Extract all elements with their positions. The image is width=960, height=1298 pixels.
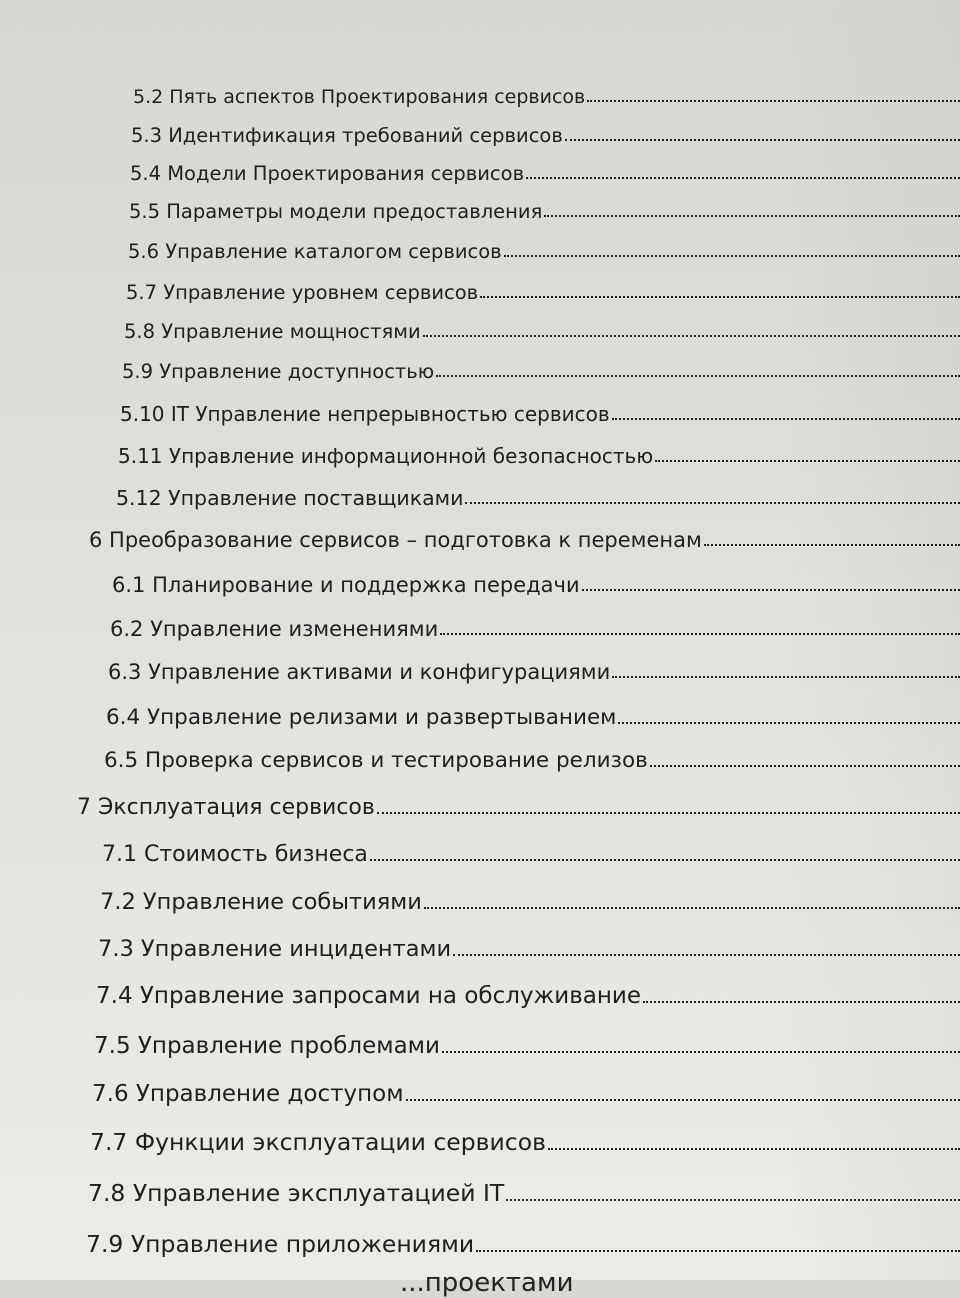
toc-entry-label: 5.10 IT Управление непрерывностью сервисов: [120, 402, 610, 426]
leader-dots: [643, 1000, 960, 1003]
leader-dots: [565, 138, 960, 141]
toc-entry-label: 6.1 Планирование и поддержка передачи: [112, 573, 580, 597]
toc-entry-5-9: [122, 360, 960, 383]
toc-entry-label: 5.3 Идентификация требований сервисов: [131, 124, 563, 147]
toc-entry-6-5: [104, 748, 960, 773]
leader-dots: [442, 1050, 960, 1053]
toc-entry-label: 5.4 Модели Проектирования сервисов: [130, 162, 525, 185]
toc-entry-5-5: [129, 200, 960, 223]
leader-dots: [704, 543, 960, 546]
leader-dots: [544, 214, 960, 217]
toc-entry-label: 7.3 Управление инцидентами: [98, 936, 452, 962]
toc-entry-5-3: [131, 124, 960, 147]
toc-entry-label: 7.7 Функции эксплуатации сервисов: [90, 1128, 546, 1156]
toc-entry-7-3: [98, 936, 960, 962]
leader-dots: [526, 176, 960, 179]
toc-entry-label: 7.9 Управление приложениями: [86, 1230, 475, 1258]
toc-entry-7-9: [86, 1230, 960, 1258]
leader-dots: [612, 675, 960, 678]
toc-entry-5-10: [120, 402, 960, 426]
toc-entry-7: [77, 795, 960, 820]
toc-entry-label: 6.4 Управление релизами и развертыванием: [106, 705, 617, 730]
leader-dots: [424, 906, 960, 909]
toc-entry-5-6: [128, 240, 960, 263]
toc-entry-6: [89, 528, 960, 552]
toc-entry-5-8: [124, 320, 960, 343]
toc-entry-label: 7.6 Управление доступом: [92, 1081, 404, 1107]
leader-dots: [370, 858, 960, 861]
leader-dots: [436, 374, 960, 377]
toc-entry-label: 6.5 Проверка сервисов и тестирование релизов: [104, 748, 648, 773]
toc-entry-label: 6 Преобразование сервисов – подготовка к переменам: [89, 528, 702, 552]
toc-entry-7-6: [92, 1081, 960, 1107]
toc-entry-5-12: [116, 486, 960, 510]
toc-entry-7-1: [102, 842, 960, 867]
toc-entry-7-5: [94, 1033, 960, 1059]
leader-dots: [618, 721, 960, 724]
toc-entry-label: 5.5 Параметры модели предоставления: [129, 200, 543, 223]
leader-dots: [612, 417, 960, 420]
leader-dots: [504, 254, 960, 257]
toc-entry-label: 5.2 Пять аспектов Проектирования сервисов: [133, 86, 586, 108]
toc-entry-label: 7.5 Управление проблемами: [94, 1033, 440, 1059]
toc-entry-6-1: [112, 573, 960, 597]
leader-dots: [440, 632, 960, 635]
toc-entry-label: 7.8 Управление эксплуатацией IT: [88, 1179, 505, 1207]
leader-dots: [406, 1098, 960, 1101]
toc-entry-7-4: [96, 983, 960, 1009]
toc-entry-label: 7.2 Управление событиями: [100, 889, 422, 915]
toc-entry-label: 7 Эксплуатация сервисов: [77, 795, 375, 820]
toc-entry-label: 5.7 Управление уровнем сервисов: [126, 281, 479, 304]
toc-entry-label: 7.4 Управление запросами на обслуживание: [96, 983, 641, 1009]
toc-entry-6-3: [108, 660, 960, 684]
leader-dots: [582, 588, 960, 591]
toc-entry-5-4: [130, 162, 960, 185]
leader-dots: [587, 99, 960, 102]
toc-entry-label: 5.8 Управление мощностями: [124, 320, 421, 343]
toc-entry-label: 5.6 Управление каталогом сервисов: [128, 240, 502, 263]
toc-entry-label: 6.3 Управление активами и конфигурациями: [108, 660, 611, 684]
toc-entry-label: 6.2 Управление изменениями: [110, 617, 439, 641]
cutoff-next-entry: [400, 1262, 720, 1298]
leader-dots: [377, 811, 960, 814]
toc-entry-5-11: [118, 444, 960, 468]
toc-entry-label: 7.1 Стоимость бизнеса: [102, 842, 368, 867]
leader-dots: [465, 501, 960, 504]
leader-dots: [548, 1147, 960, 1150]
toc-entry-6-4: [106, 705, 960, 730]
leader-dots: [480, 295, 960, 298]
toc-entry-5-2: [133, 86, 960, 108]
toc-entry-7-7: [90, 1128, 960, 1156]
toc-entry-5-7: [126, 281, 960, 304]
toc-entry-7-2: [100, 889, 960, 915]
leader-dots: [650, 764, 960, 767]
leader-dots: [506, 1198, 960, 1201]
leader-dots: [476, 1249, 960, 1252]
leader-dots: [453, 953, 960, 956]
toc-entry-label: 5.9 Управление доступностью: [122, 360, 435, 383]
toc-entry-6-2: [110, 617, 960, 641]
toc-entry-label: 5.11 Управление информационной безопасностью: [118, 444, 654, 468]
toc-entry-label: 5.12 Управление поставщиками: [116, 486, 464, 510]
leader-dots: [423, 334, 960, 337]
toc-entry-7-8: [88, 1179, 960, 1207]
leader-dots: [655, 459, 960, 462]
cutoff-text: ...проектами: [400, 1268, 574, 1298]
